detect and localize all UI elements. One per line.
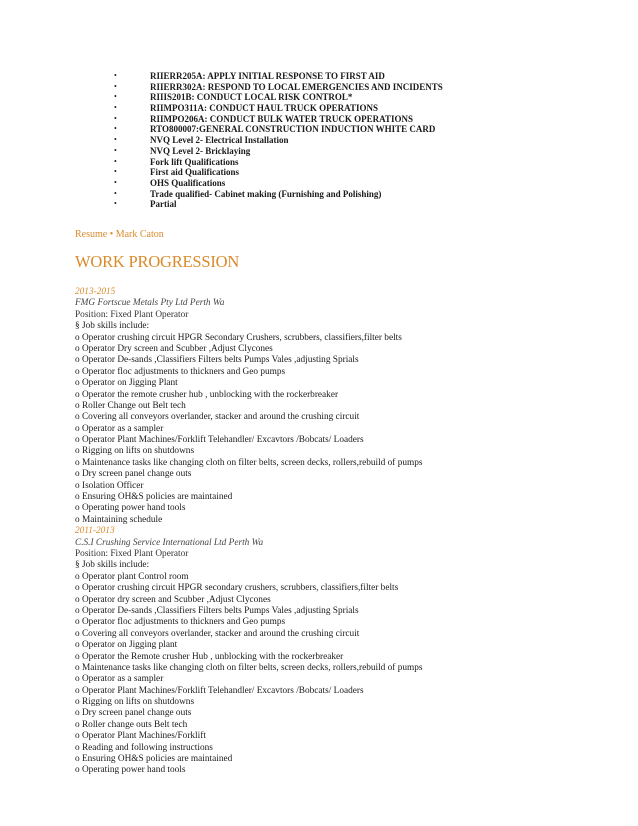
job-skills-heading: § Job skills include:	[75, 560, 150, 571]
job-duty-item: o Maintenance tasks like changing cloth on filter belts, screen decks, rollers,rebuild of pumps	[75, 662, 423, 673]
qualification-item	[0, 124, 638, 135]
qualification-item	[0, 199, 638, 210]
qualification-text: Fork lift Qualifications	[150, 156, 239, 167]
qualification-text: NVQ Level 2- Bricklaying	[150, 145, 251, 156]
qualification-text: NVQ Level 2- Electrical Installation	[150, 135, 289, 146]
bullet-icon: •	[114, 92, 117, 102]
job-company: FMG Fortscue Metals Pty Ltd Perth Wa	[75, 298, 225, 309]
qualification-text: Partial	[150, 199, 177, 210]
job-duty-item: o Operator on Jigging Plant	[75, 378, 178, 389]
job-duty-item: o Operator floc adjustments to thickners and Geo pumps	[75, 366, 286, 377]
job-duty-item: o Rigging on lifts on shutdowns	[75, 697, 195, 708]
job-duty-item: o Operator the Remote crusher Hub , unblocking with the rockerbreaker	[75, 651, 344, 662]
qualification-text: RIIIS201B: CONDUCT LOCAL RISK CONTROL*	[150, 92, 353, 103]
job-duty-item: o Operator Plant Machines/Forklift Telehandler/ Excavtors /Bobcats/ Loaders	[75, 685, 364, 696]
job-duty-item: o Dry screen panel change outs	[75, 469, 192, 480]
job-duty-item: o Operator Plant Machines/Forklift	[75, 731, 206, 742]
qualification-item	[0, 146, 638, 157]
qualification-text: OHS Qualifications	[150, 177, 226, 188]
job-position: Position: Fixed Plant Operator	[75, 309, 189, 320]
job-duty-item: o Reading and following instructions	[75, 742, 213, 753]
bullet-icon: •	[114, 188, 117, 198]
job-duty-item: o Operator the remote crusher hub , unblocking with the rockerbreaker	[75, 389, 339, 400]
bullet-icon: •	[114, 71, 117, 80]
job-duty-item: o Operating power hand tools	[75, 765, 186, 776]
qualification-text: RIIMPO206A: CONDUCT BULK WATER TRUCK OPERATIONS	[150, 113, 413, 124]
job-company: C.S.I Crushing Service International Ltd Perth Wa	[75, 537, 264, 548]
bullet-icon: •	[114, 145, 117, 155]
qualification-text: First aid Qualifications	[150, 167, 240, 178]
qualification-item	[0, 103, 638, 114]
job-period: 2011-2013	[75, 526, 115, 537]
job-duty-item: o Isolation Officer	[75, 480, 144, 491]
job-duty-item: o Ensuring OH&S policies are maintained	[75, 492, 233, 503]
job-duty-item: o Dry screen panel change outs	[75, 708, 192, 719]
job-position: Position: Fixed Plant Operator	[75, 548, 189, 559]
bullet-icon: •	[114, 81, 117, 91]
qualification-item	[0, 157, 638, 168]
job-duty-item: o Operator plant Control room	[75, 571, 189, 582]
qualification-item	[0, 167, 638, 178]
qualification-item	[0, 178, 638, 189]
job-duty-item: o Operating power hand tools	[75, 503, 186, 514]
bullet-icon: •	[114, 199, 117, 209]
job-period: 2013-2015	[75, 287, 116, 297]
job-duty-item: o Operator Plant Machines/Forklift Telehandler/ Excavtors /Bobcats/ Loaders	[75, 435, 364, 446]
qualification-item	[0, 82, 638, 93]
work-progression-body	[75, 287, 630, 777]
qualification-text: RIIMPO311A: CONDUCT HAUL TRUCK OPERATIONS	[150, 103, 379, 114]
bullet-icon: •	[114, 177, 117, 187]
job-duty-item: o Ensuring OH&S policies are maintained	[75, 754, 233, 765]
job-duty-item: o Roller Change out Belt tech	[75, 400, 186, 411]
job-duty-item: o Operator crushing circuit HPGR secondary crushers, scrubbers, classifiers,filter belts	[75, 583, 399, 594]
bullet-icon: •	[114, 167, 117, 177]
job-duty-item: o Operator floc adjustments to thickners and Geo pumps	[75, 617, 286, 628]
bullet-icon: •	[114, 156, 117, 166]
bullet-icon: •	[114, 103, 117, 113]
qualification-item	[0, 92, 638, 103]
job-duty-item: o Operator on Jigging plant	[75, 640, 178, 651]
job-duty-item: o Operator as a sampler	[75, 423, 164, 434]
job-duty-item: o Operator crushing circuit HPGR Secondary Crushers, scrubbers, classifiers,filter belts	[75, 332, 402, 343]
job-duty-item: o Operator Dry screen and Scubber ,Adjust Clycones	[75, 343, 273, 354]
job-duty-item: o Roller change outs Belt tech	[75, 719, 188, 730]
qualification-item	[0, 114, 638, 125]
job-duty-item: o Rigging on lifts on shutdowns	[75, 446, 195, 457]
bullet-icon: •	[114, 124, 117, 134]
job-duty-item: o Covering all conveyors overlander, stacker and around the crushing circuit	[75, 412, 360, 423]
qualification-item	[0, 135, 638, 146]
qualification-text: RIIERR302A: RESPOND TO LOCAL EMERGENCIES AND INCIDENTS	[150, 81, 443, 92]
qualification-text: RIIERR205A: APPLY INITIAL RESPONSE TO FIRST AID	[150, 71, 385, 81]
qualifications-list	[0, 71, 638, 210]
qualification-item	[0, 189, 638, 200]
job-duty-item: o Operator De-sands ,Classifiers Filters belts Pumps Vales ,adjusting Sprials	[75, 605, 359, 616]
qualification-text: Trade qualified- Cabinet making (Furnishing and Polishing)	[150, 188, 382, 199]
job-duty-item: o Operator dry screen and Scubber ,Adjust Clycones	[75, 594, 271, 605]
job-duty-item: o Operator as a sampler	[75, 674, 164, 685]
job-skills-heading: § Job skills include:	[75, 321, 150, 332]
job-duty-item: o Covering all conveyors overlander, stacker and around the crushing circuit	[75, 628, 360, 639]
qualification-text: RTO800007:GENERAL CONSTRUCTION INDUCTION WHITE CARD	[150, 124, 436, 135]
qualification-item	[0, 71, 638, 82]
page-footer: Resume • Mark Caton	[75, 229, 164, 240]
job-duty-item: o Operator De-sands ,Classifiers Filters belts Pumps Vales ,adjusting Sprials	[75, 355, 359, 366]
bullet-icon: •	[114, 135, 117, 145]
job-duty-item: o Maintenance tasks like changing cloth on filter belts, screen decks, rollers,rebuild of pumps	[75, 457, 423, 468]
job-duty-item: o Maintaining schedule	[75, 514, 163, 525]
bullet-icon: •	[114, 113, 117, 123]
section-heading: WORK PROGRESSION	[75, 252, 240, 271]
